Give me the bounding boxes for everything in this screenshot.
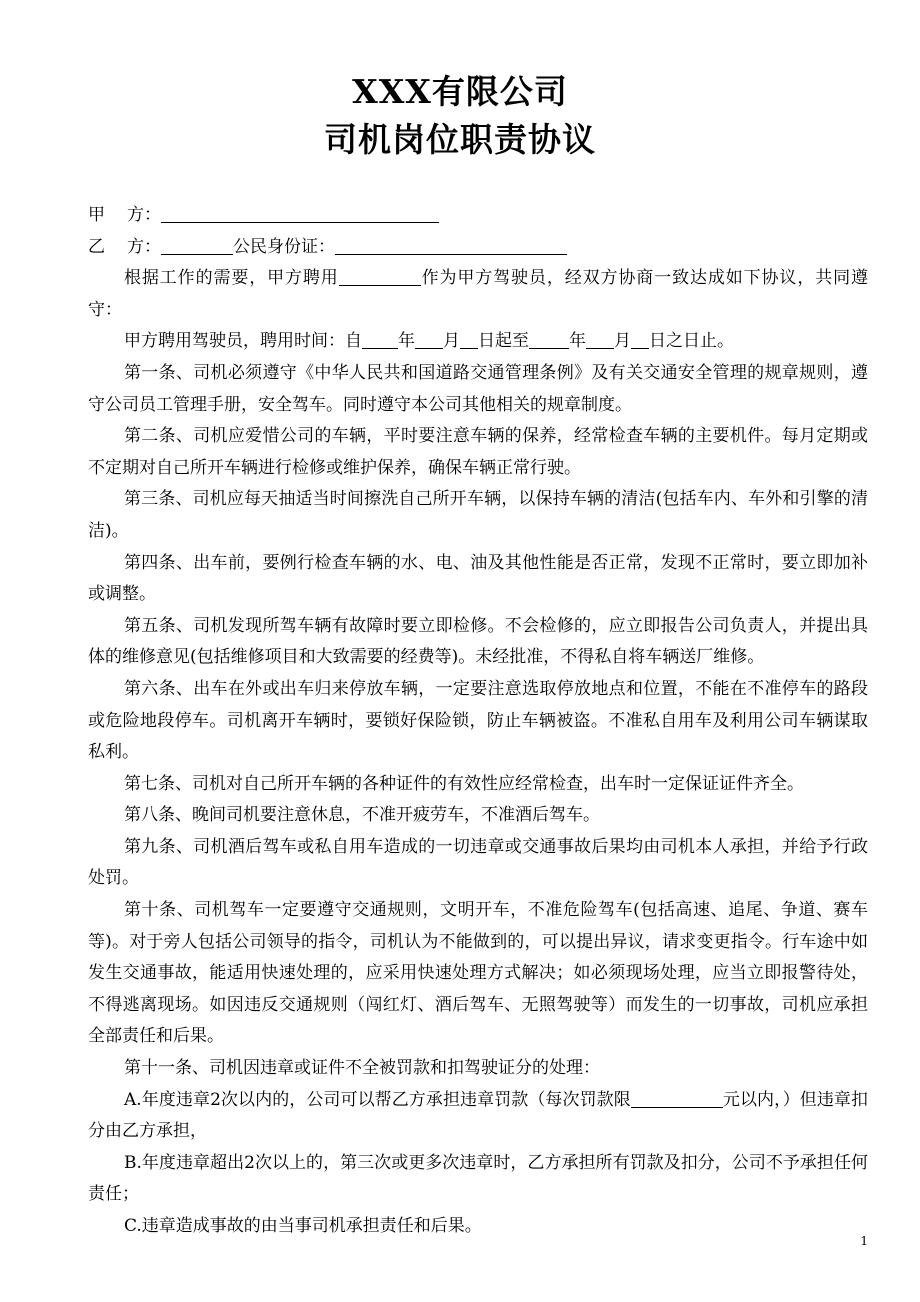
term-year-1: 年	[398, 331, 415, 352]
clause-c: C.违章造成事故的由当事司机承担责任和后果。	[124, 1216, 482, 1236]
start-month-blank	[415, 330, 443, 349]
title-block	[0, 68, 920, 164]
clause-a-text-before: A.年度违章2次以内的，公司可以帮乙方承担违章罚款（每次罚款限	[124, 1089, 631, 1110]
intro-text-after: 作为甲方驾驶员，经双方协商一致达成如下协议，共同遵守：	[88, 268, 868, 320]
agreement-title: 司机岗位职责协议	[324, 120, 596, 159]
id-number-label: 公民身份证：	[233, 236, 335, 257]
company-title: XXX有限公司	[352, 72, 568, 111]
article-9: 第九条、司机酒后驾车或私自用车造成的一切违章或交通事故后果均由司机本人承担，并给予行政处罚。	[88, 836, 868, 889]
end-year-blank	[529, 330, 569, 349]
article-5: 第五条、司机发现所驾车辆有故障时要立即检修。不会检修的，应立即报告公司负责人，并提出具体的维修意见(包括维修项目和大致需要的经费等)。未经批准，不得私自将车辆送厂维修。	[88, 615, 868, 668]
term-prefix: 甲方聘用驾驶员，聘用时间：自	[124, 331, 362, 352]
intro-text-before: 根据工作的需要，甲方聘用	[124, 268, 339, 289]
article-11: 第十一条、司机因违章或证件不全被罚款和扣驾驶证分的处理：	[124, 1058, 600, 1079]
start-day-blank	[460, 330, 478, 349]
driver-name-blank	[339, 267, 421, 286]
term-year-2: 年	[569, 331, 586, 352]
end-day-blank	[631, 330, 649, 349]
party-a-line	[88, 200, 868, 232]
term-month-1: 月	[443, 331, 460, 352]
party-b-line	[88, 232, 868, 264]
page-number: 1	[860, 1234, 868, 1248]
party-a-label-char: 甲	[88, 205, 105, 225]
party-b-name-blank	[161, 236, 233, 255]
term-day-2: 日之日止。	[649, 331, 734, 352]
party-b-label-suffix: 方：	[127, 236, 161, 257]
article-4: 第四条、出车前，要例行检查车辆的水、电、油及其他性能是否正常，发现不正常时，要立即加补或调整。	[88, 552, 868, 605]
clause-a-text-after: 元以内，）但违章扣分由乙方承担，	[88, 1089, 869, 1142]
document-body	[88, 200, 868, 1243]
clause-a	[88, 1085, 868, 1148]
start-year-blank	[362, 330, 398, 349]
intro-paragraph	[88, 263, 868, 326]
article-6: 第六条、出车在外或出车归来停放车辆，一定要注意选取停放地点和位置，不能在不准停车的路段或危险地段停车。司机离开车辆时，要锁好保险锁，防止车辆被盗。不准私自用车及利用公司车辆谋取私利。	[88, 678, 868, 763]
article-7: 第七条、司机对自己所开车辆的各种证件的有效性应经常检查，出车时一定保证证件齐全。	[124, 773, 804, 794]
id-number-blank	[335, 236, 567, 255]
fine-limit-blank	[631, 1089, 723, 1108]
term-paragraph	[88, 326, 868, 358]
term-month-2: 月	[614, 331, 631, 352]
party-b-label-char: 乙	[88, 236, 105, 257]
article-1: 第一条、司机必须遵守《中华人民共和国道路交通管理条例》及有关交通安全管理的规章规则，遵守公司员工管理手册，安全驾车。同时遵守本公司其他相关的规章制度。	[88, 362, 868, 415]
article-8: 第八条、晚间司机要注意休息，不准开疲劳车，不准酒后驾车。	[124, 805, 600, 826]
end-month-blank	[586, 330, 614, 349]
party-a-blank	[161, 204, 439, 223]
term-day-1: 日起至	[478, 331, 529, 352]
article-2: 第二条、司机应爱惜公司的车辆，平时要注意车辆的保养，经常检查车辆的主要机件。每月定期或不定期对自己所开车辆进行检修或维护保养，确保车辆正常行驶。	[88, 426, 868, 478]
clause-b: B.年度违章超出2次以上的，第三次或更多次违章时，乙方承担所有罚款及扣分，公司不予承担任何责任；	[88, 1152, 868, 1205]
article-10: 第十条、司机驾车一定要遵守交通规则，文明开车，不准危险驾车(包括高速、追尾、争道、赛车等)。对于旁人包括公司领导的指令，司机认为不能做到的，可以提出异议，请求变更指令。行车途中如发生交通事故，能适用快速处理的，应采用快速处理方式解决；如必须现场处理，应当立即报警待处，不得逃离现场。如因违反交通规则（闯红灯、酒后驾车、无照驾驶等）而发生的一切事故，司机应承担全部责任和后果。	[88, 900, 868, 1047]
party-a-label-suffix: 方：	[127, 205, 161, 225]
article-3: 第三条、司机应每天抽适当时间擦洗自己所开车辆，以保持车辆的清洁(包括车内、车外和引擎的清洁)。	[88, 489, 868, 541]
